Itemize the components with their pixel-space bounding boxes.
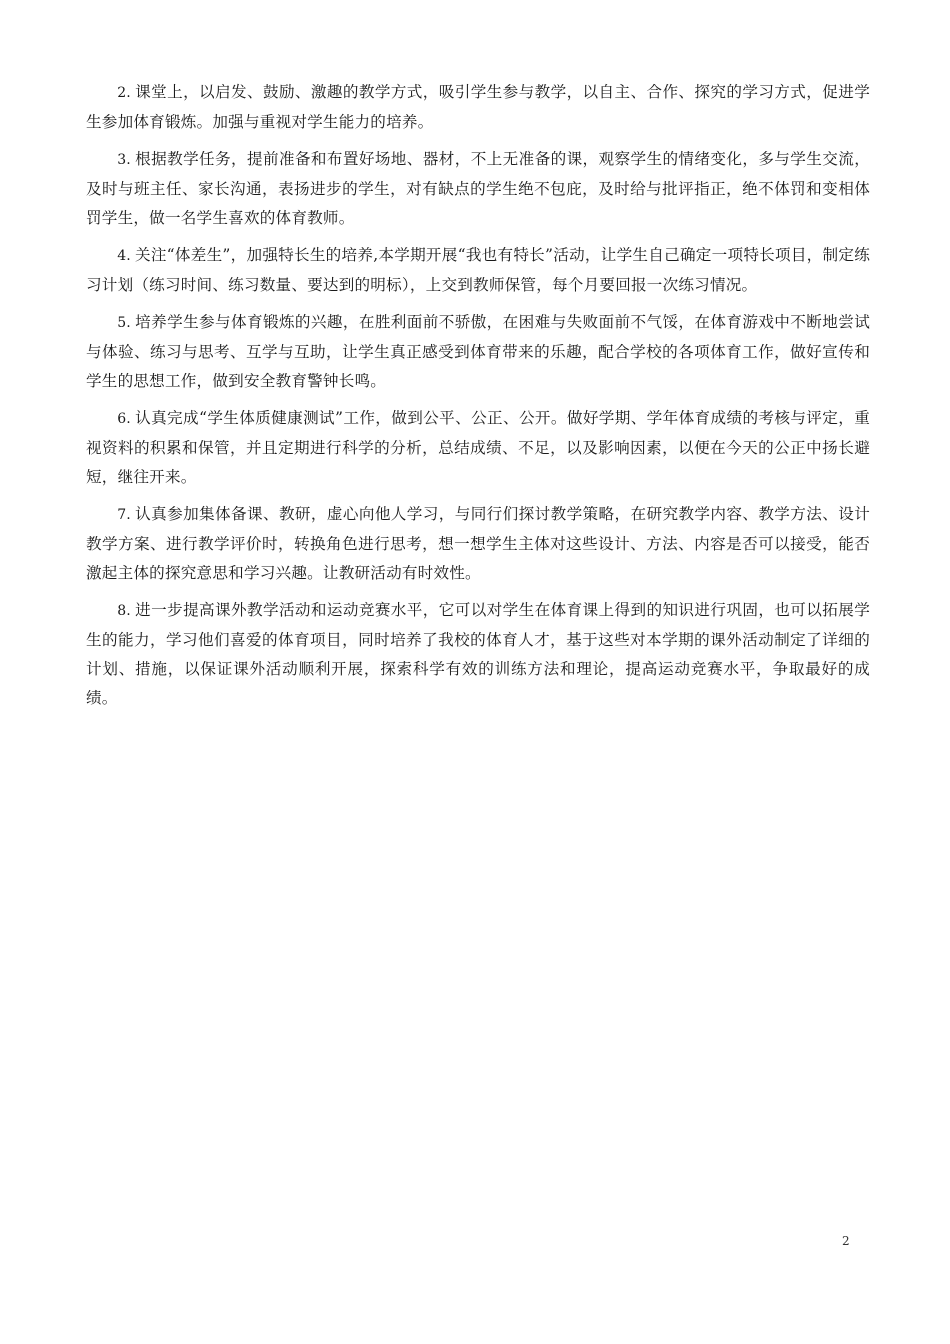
item-number: 2. [117, 85, 131, 101]
paragraph-item-3 [86, 145, 870, 233]
paragraph-text: 关注“体差生”，加强特长生的培养,本学期开展“我也有特长”活动，让学生自己确定一项特长项目，制定练习计划（练习时间、练习数量、要达到的明标），上交到教师保管，每个月要回报一次练习情况。 [86, 246, 870, 294]
paragraph-item-8 [86, 596, 870, 713]
paragraph-text: 根据教学任务，提前准备和布置好场地、器材，不上无准备的课，观察学生的情绪变化，多与学生交流，及时与班主任、家长沟通，表扬进步的学生，对有缺点的学生绝不包庇，及时给与批评指正，绝不体罚和变相体罚学生，做一名学生喜欢的体育教师。 [86, 150, 870, 227]
document-body [86, 78, 870, 721]
item-number: 3. [117, 152, 131, 168]
paragraph-item-6 [86, 404, 870, 492]
paragraph-text: 认真完成“学生体质健康测试”工作，做到公平、公正、公开。做好学期、学年体育成绩的考核与评定，重视资料的积累和保管，并且定期进行科学的分析，总结成绩、不足，以及影响因素，以便在今天的公正中扬长避短，继往开来。 [86, 409, 870, 486]
item-number: 7. [117, 507, 131, 523]
paragraph-text: 课堂上，以启发、鼓励、激趣的教学方式，吸引学生参与教学，以自主、合作、探究的学习方式，促进学生参加体育锻炼。加强与重视对学生能力的培养。 [86, 83, 870, 131]
paragraph-text: 认真参加集体备课、教研，虚心向他人学习，与同行们探讨教学策略，在研究教学内容、教学方法、设计教学方案、进行教学评价时，转换角色进行思考，想一想学生主体对这些设计、方法、内容是否可以接受，能否激起主体的探究意思和学习兴趣。让教研活动有时效性。 [86, 505, 870, 582]
paragraph-item-4 [86, 241, 870, 300]
page-number: 2 [842, 1234, 850, 1248]
item-number: 6. [117, 411, 131, 427]
paragraph-text: 培养学生参与体育锻炼的兴趣，在胜利面前不骄傲，在困难与失败面前不气馁，在体育游戏中不断地尝试与体验、练习与思考、互学与互助，让学生真正感受到体育带来的乐趣，配合学校的各项体育工作，做好宣传和学生的思想工作，做到安全教育警钟长鸣。 [86, 313, 870, 390]
item-number: 8. [117, 603, 131, 619]
paragraph-text: 进一步提高课外教学活动和运动竞赛水平，它可以对学生在体育课上得到的知识进行巩固，也可以拓展学生的能力，学习他们喜爱的体育项目，同时培养了我校的体育人才，基于这些对本学期的课外活动制定了详细的计划、措施，以保证课外活动顺利开展，探索科学有效的训练方法和理论，提高运动竞赛水平，争取最好的成绩。 [86, 601, 870, 707]
item-number: 4. [117, 248, 131, 264]
paragraph-item-7 [86, 500, 870, 588]
item-number: 5. [117, 315, 131, 331]
paragraph-item-5 [86, 308, 870, 396]
paragraph-item-2 [86, 78, 870, 137]
